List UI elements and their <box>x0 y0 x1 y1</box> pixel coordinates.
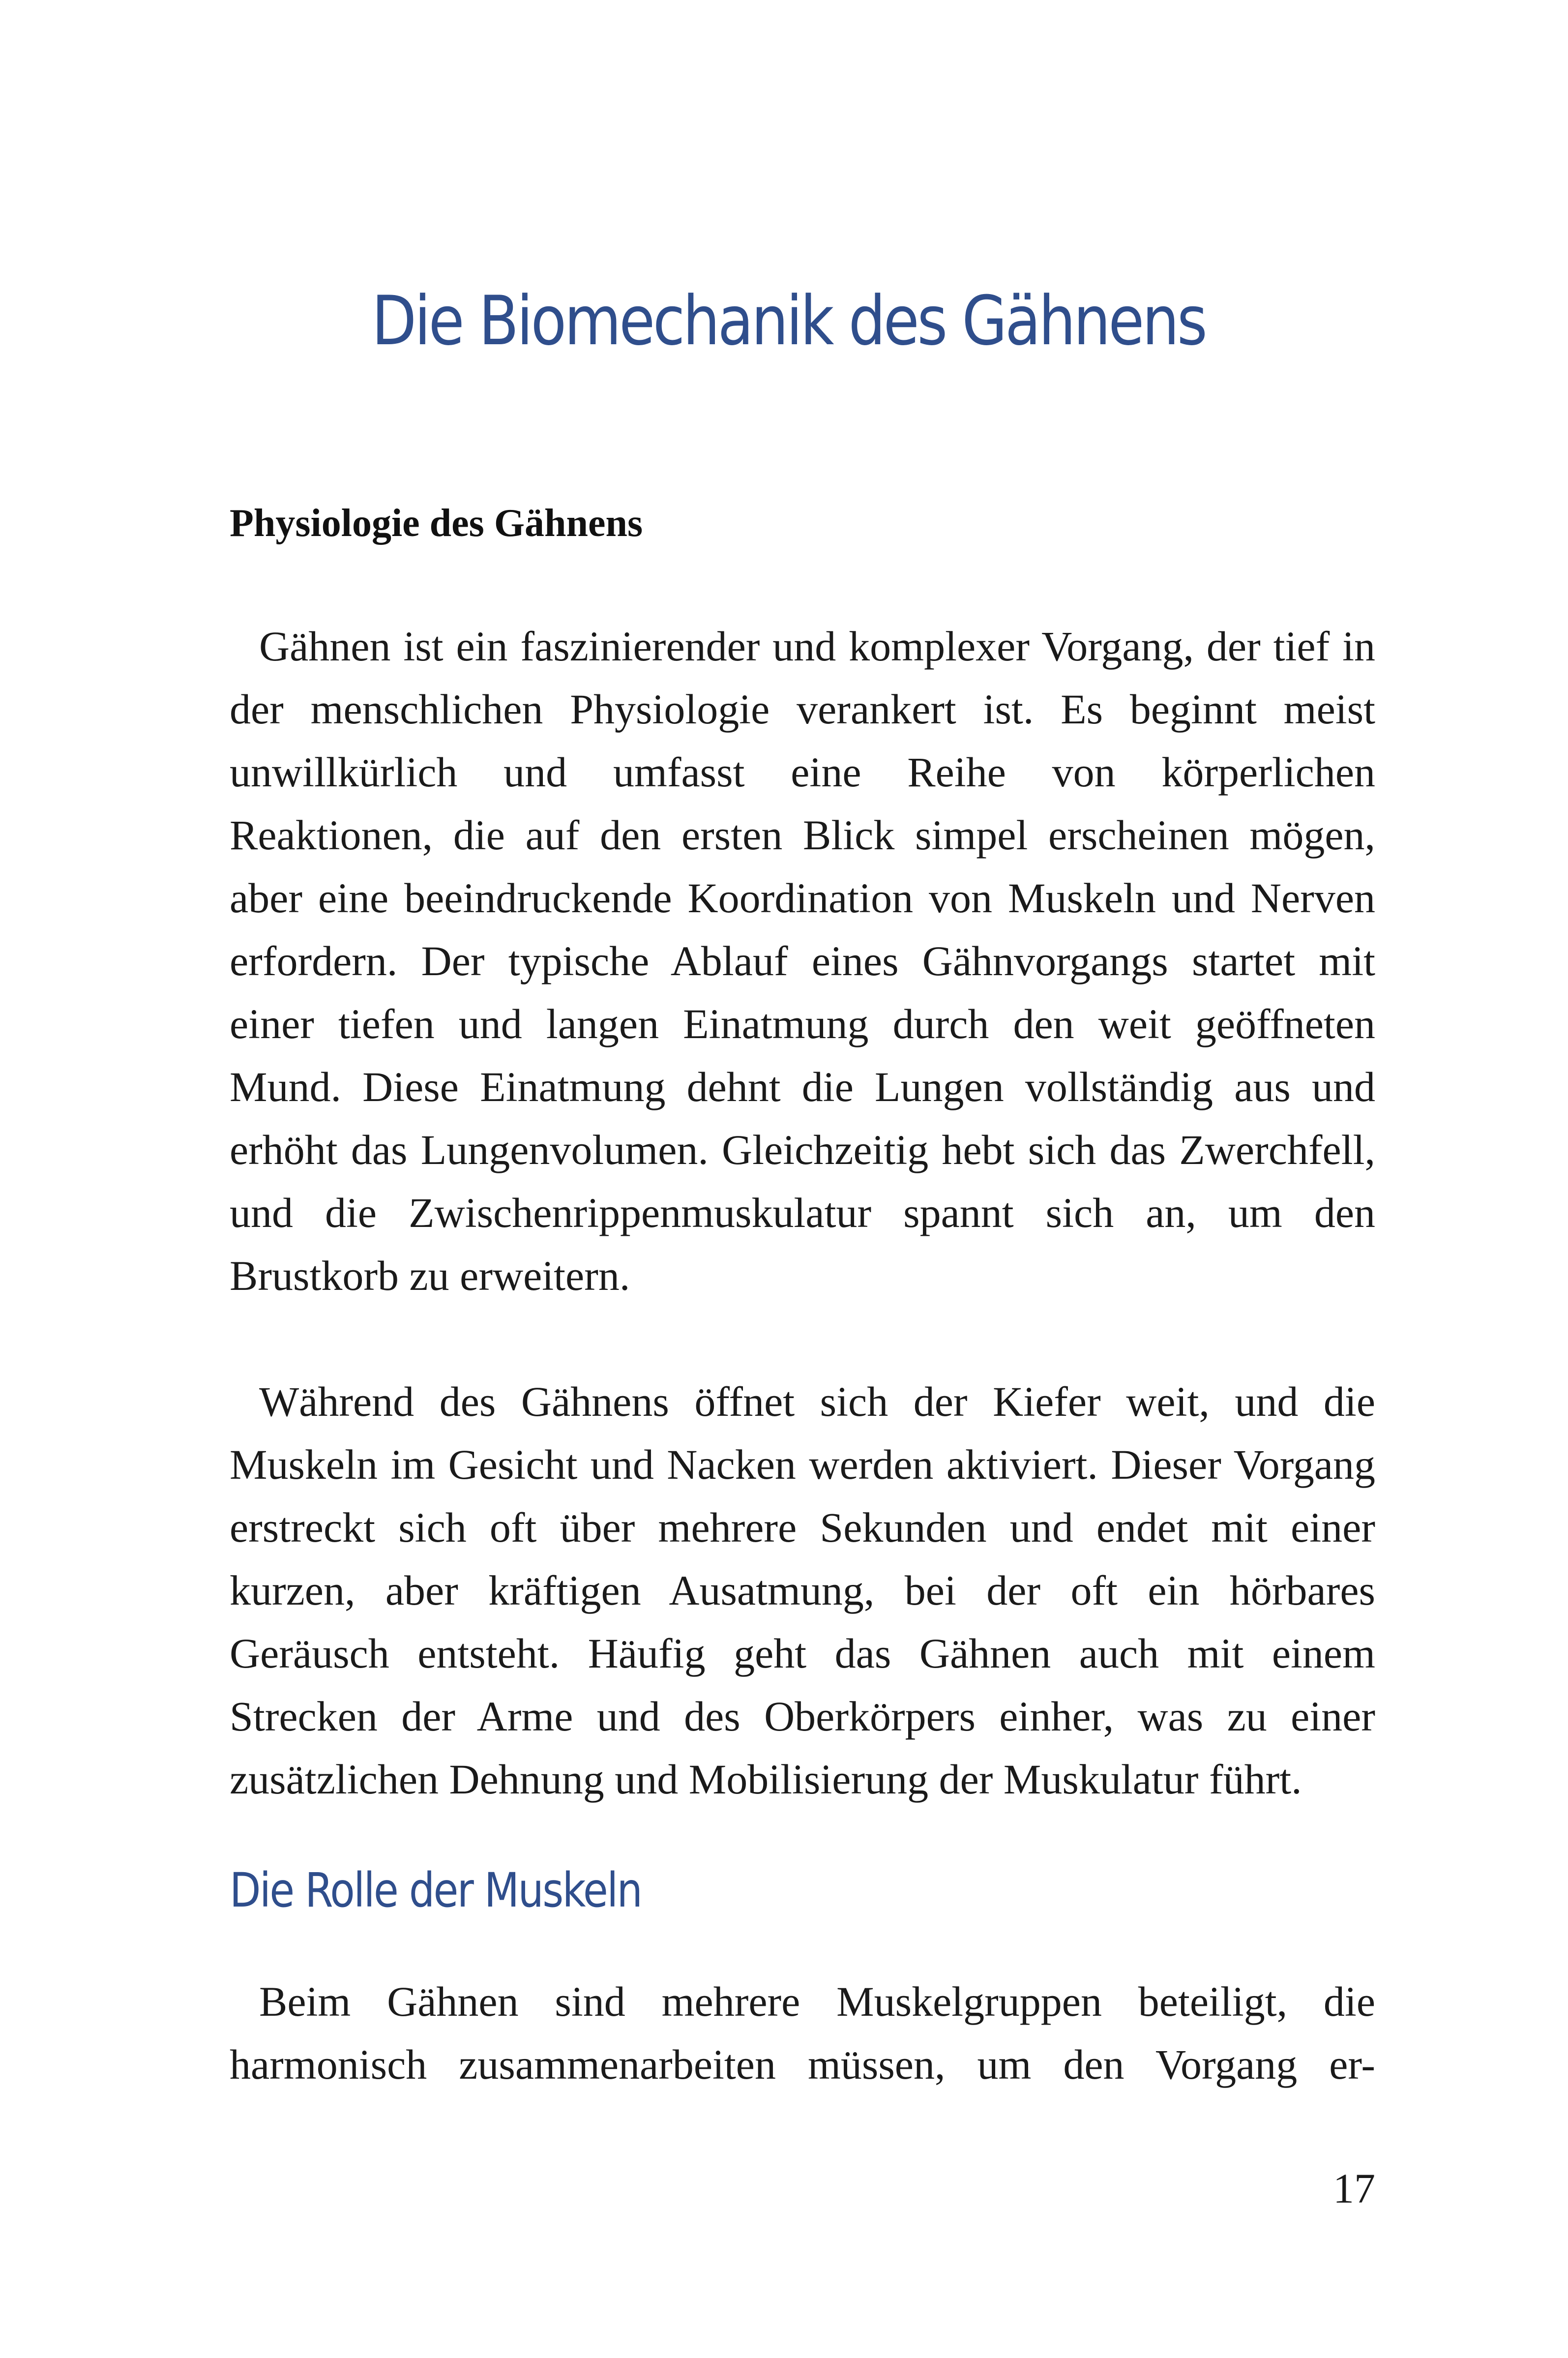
subsection-heading: Die Rolle der Muskeln <box>230 1863 642 1918</box>
page-content <box>230 492 1375 2096</box>
paragraph: Während des Gähnens öffnet sich der Kiefer weit, und die Muskeln im Gesicht und Nacken werden aktiviert. Dieser Vorgang erstreckt sich oft über mehrere Sekunden und endet mit einer kurzen, aber kräftigen Ausatmung, bei der oft ein hörbares Geräusch entsteht. Häufig geht das Gähnen auch mit einem Strecken der Arme und des Oberkörpers einher, was zu einer zusätzlichen Dehnung und Mobilisierung der Muskulatur führt. <box>230 1378 1375 1803</box>
chapter-title: Die Biomechanik des Gähnens <box>371 281 1206 360</box>
paragraph: Gähnen ist ein faszinierender und komplexer Vorgang, der tief in der menschlichen Physiologie verankert ist. Es beginnt meist unwillkürlich und umfasst eine Reihe von körperlichen Reaktionen, die auf den ersten Blick simpel erscheinen mögen, aber eine beeindruckende Koordination von Muskeln und Nerven erfordern. Der typische Ablauf eines Gähnvorgangs startet mit einer tiefen und langen Einatmung durch den weit geöffneten Mund. Diese Einatmung dehnt die Lungen vollständig aus und erhöht das Lungenvolumen. Gleichzeitig hebt sich das Zwerchfell, und die Zwischenrippenmuskulatur spannt sich an, um den Brustkorb zu erweitern. <box>230 623 1375 1299</box>
paragraph: Beim Gähnen sind mehrere Muskelgruppen beteiligt, die harmonisch zusammenarbeiten müssen, um den Vorgang er- <box>230 1978 1375 2088</box>
page-number: 17 <box>1333 2165 1375 2212</box>
section-heading: Physiologie des Gähnens <box>230 502 643 545</box>
